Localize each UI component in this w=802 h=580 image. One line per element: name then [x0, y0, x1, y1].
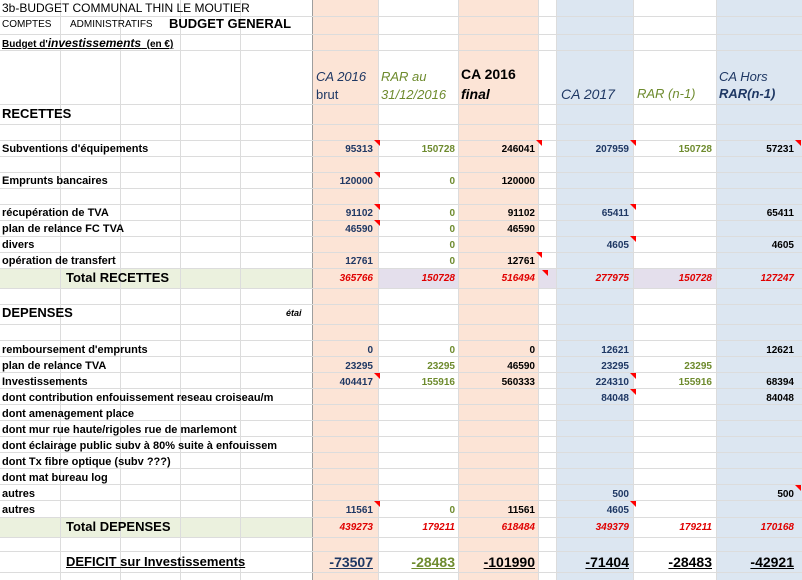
- deficit-cell-5: -42921: [750, 554, 794, 570]
- recettes_rows-cell-5-1: 0: [449, 256, 455, 267]
- depenses_rows-cell-0-1: 0: [449, 345, 455, 356]
- recettes_rows-cell-5-0: 12761: [345, 256, 373, 267]
- total-recettes-cell-1: 150728: [421, 273, 455, 284]
- comment-marker: [536, 140, 542, 146]
- section-recettes: RECETTES: [2, 106, 72, 121]
- subtitle-comptes: COMPTES: [2, 19, 52, 30]
- comment-marker: [374, 220, 380, 226]
- recettes_rows-cell-2-3: 65411: [601, 208, 629, 219]
- depenses_rows-cell-2-5: 68394: [766, 377, 794, 388]
- recettes_rows-label-5: opération de transfert: [2, 255, 116, 267]
- depenses_rows-label-7: dont Tx fibre optique (subv ???): [2, 456, 171, 468]
- recettes_rows-label-3: plan de relance FC TVA: [2, 223, 125, 235]
- header-ca2017: CA 2017: [561, 86, 615, 102]
- comment-marker: [630, 204, 636, 210]
- recettes_rows-cell-3-0: 46590: [345, 224, 373, 235]
- recettes_rows-cell-3-1: 0: [449, 224, 455, 235]
- depenses_rows-cell-1-0: 23295: [345, 361, 373, 372]
- recettes_rows-label-2: récupération de TVA: [2, 207, 109, 219]
- depenses_rows-label-1: plan de relance TVA: [2, 360, 107, 372]
- recettes_rows-label-4: divers: [2, 239, 35, 251]
- deficit-label: DEFICIT sur Investissements: [66, 554, 246, 569]
- total-recettes-cell-4: 150728: [678, 273, 712, 284]
- deficit-cell-4: -28483: [668, 554, 712, 570]
- depenses_rows-cell-0-3: 12621: [601, 345, 629, 356]
- recettes_rows-cell-0-2: 246041: [501, 144, 535, 155]
- recettes_rows-cell-0-5: 57231: [766, 144, 794, 155]
- total-depenses-cell-5: 170168: [760, 522, 794, 533]
- recettes_rows-cell-2-1: 0: [449, 208, 455, 219]
- recettes_rows-label-0: Subventions d'équipements: [2, 143, 149, 155]
- deficit-cell-0: -73507: [329, 554, 373, 570]
- header-rar2016-l2: 31/12/2016: [381, 87, 447, 102]
- depenses_rows-cell-9-3: 500: [612, 489, 629, 500]
- total-recettes-label: Total RECETTES: [66, 270, 170, 285]
- depenses_rows-cell-1-1: 23295: [427, 361, 455, 372]
- depenses_rows-cell-3-3: 84048: [601, 393, 629, 404]
- deficit-cell-3: -71404: [585, 554, 629, 570]
- recettes_rows-cell-1-1: 0: [449, 176, 455, 187]
- depenses_rows-label-3: dont contribution enfouissement reseau croiseau/m: [2, 392, 274, 404]
- header-rarn1: RAR (n-1): [637, 86, 696, 101]
- total-recettes-cell-3: 277975: [595, 273, 629, 284]
- deficit-cell-1: -28483: [411, 554, 455, 570]
- total-depenses-label: Total DEPENSES: [66, 519, 171, 534]
- depenses_rows-label-5: dont mur rue haute/rigoles rue de marlemont: [2, 424, 237, 436]
- depenses_rows-label-2: Investissements: [2, 376, 88, 388]
- header-ca2016final-l2: final: [461, 86, 490, 102]
- comment-marker: [795, 140, 801, 146]
- subtitle-budget-general: BUDGET GENERAL: [169, 16, 292, 31]
- recettes_rows-cell-0-3: 207959: [595, 144, 629, 155]
- recettes_rows-label-1: Emprunts bancaires: [2, 175, 108, 187]
- budget-type-prefix: Budget d': [2, 39, 48, 50]
- recettes_rows-cell-2-0: 91102: [345, 208, 373, 219]
- header-ca2016brut-l2: brut: [316, 87, 339, 102]
- comment-marker: [630, 389, 636, 395]
- recettes_rows-cell-3-2: 46590: [507, 224, 535, 235]
- sheet-title: 3b-BUDGET COMMUNAL THIN LE MOUTIER: [2, 1, 250, 15]
- subtitle-administratifs: ADMINISTRATIFS: [70, 19, 153, 30]
- total-depenses-cell-3: 349379: [595, 522, 629, 533]
- comment-marker: [795, 485, 801, 491]
- depenses_rows-cell-2-1: 155916: [421, 377, 455, 388]
- recettes_rows-cell-5-2: 12761: [507, 256, 535, 267]
- depenses_rows-cell-10-1: 0: [449, 505, 455, 516]
- depenses_rows-cell-2-3: 224310: [595, 377, 629, 388]
- section-depenses-note: étai: [286, 308, 302, 318]
- recettes_rows-cell-4-1: 0: [449, 240, 455, 251]
- recettes_rows-cell-0-1: 150728: [421, 144, 455, 155]
- comment-marker: [374, 172, 380, 178]
- recettes_rows-cell-0-4: 150728: [678, 144, 712, 155]
- depenses_rows-label-8: dont mat bureau log: [2, 472, 108, 484]
- comment-marker: [542, 270, 548, 276]
- comment-marker: [374, 204, 380, 210]
- depenses_rows-label-0: remboursement d'emprunts: [2, 344, 148, 356]
- depenses_rows-label-9: autres: [2, 488, 36, 500]
- total-depenses-cell-1: 179211: [422, 522, 455, 533]
- depenses_rows-cell-9-5: 500: [777, 489, 794, 500]
- recettes_rows-cell-2-2: 91102: [507, 208, 535, 219]
- total-depenses-cell-2: 618484: [501, 522, 535, 533]
- depenses_rows-cell-0-5: 12621: [766, 345, 794, 356]
- total-recettes-cell-0: 365766: [339, 273, 373, 284]
- comment-marker: [374, 140, 380, 146]
- section-depenses: DEPENSES: [2, 305, 73, 320]
- budget-type-unit: (en €): [146, 39, 174, 50]
- header-cahors-l2: RAR(n-1): [719, 86, 776, 101]
- recettes_rows-cell-4-5: 4605: [771, 240, 794, 251]
- depenses_rows-cell-1-2: 46590: [507, 361, 535, 372]
- depenses_rows-cell-10-0: 11561: [345, 505, 373, 516]
- total-recettes-cell-2: 516494: [501, 273, 535, 284]
- recettes_rows-cell-2-5: 65411: [766, 208, 794, 219]
- depenses_rows-cell-10-3: 4605: [606, 505, 629, 516]
- comment-marker: [536, 252, 542, 258]
- comment-marker: [374, 501, 380, 507]
- depenses_rows-cell-3-5: 84048: [766, 393, 794, 404]
- budget-type-main: investissements: [47, 36, 142, 50]
- comment-marker: [630, 236, 636, 242]
- depenses_rows-label-6: dont éclairage public subv à 80% suite à enfouissem: [2, 440, 278, 452]
- header-ca2016final-l1: CA 2016: [461, 66, 516, 82]
- depenses_rows-cell-2-0: 404417: [339, 377, 373, 388]
- recettes_rows-cell-1-2: 120000: [501, 176, 535, 187]
- depenses_rows-cell-2-2: 560333: [501, 377, 535, 388]
- depenses_rows-label-10: autres: [2, 504, 36, 516]
- comment-marker: [374, 373, 380, 379]
- depenses_rows-cell-2-4: 155916: [678, 377, 712, 388]
- recettes_rows-cell-1-0: 120000: [339, 176, 373, 187]
- total-depenses-cell-4: 179211: [679, 522, 712, 533]
- depenses_rows-label-4: dont amenagement place: [2, 408, 135, 420]
- comment-marker: [630, 140, 636, 146]
- budget-type-label: [2, 37, 173, 50]
- deficit-cell-2: -101990: [483, 554, 535, 570]
- header-cahors-l1: CA Hors: [719, 69, 768, 84]
- depenses_rows-cell-10-2: 11561: [507, 505, 535, 516]
- recettes_rows-cell-0-0: 95313: [345, 144, 373, 155]
- recettes_rows-cell-4-3: 4605: [606, 240, 629, 251]
- total-depenses-cell-0: 439273: [339, 522, 373, 533]
- total-recettes-cell-5: 127247: [760, 273, 794, 284]
- header-ca2016brut-l1: CA 2016: [316, 69, 367, 84]
- comment-marker: [630, 501, 636, 507]
- depenses_rows-cell-1-3: 23295: [601, 361, 629, 372]
- depenses_rows-cell-0-0: 0: [367, 345, 373, 356]
- header-rar2016-l1: RAR au: [381, 69, 427, 84]
- depenses_rows-cell-0-2: 0: [529, 345, 535, 356]
- depenses_rows-cell-1-4: 23295: [684, 361, 712, 372]
- comment-marker: [630, 373, 636, 379]
